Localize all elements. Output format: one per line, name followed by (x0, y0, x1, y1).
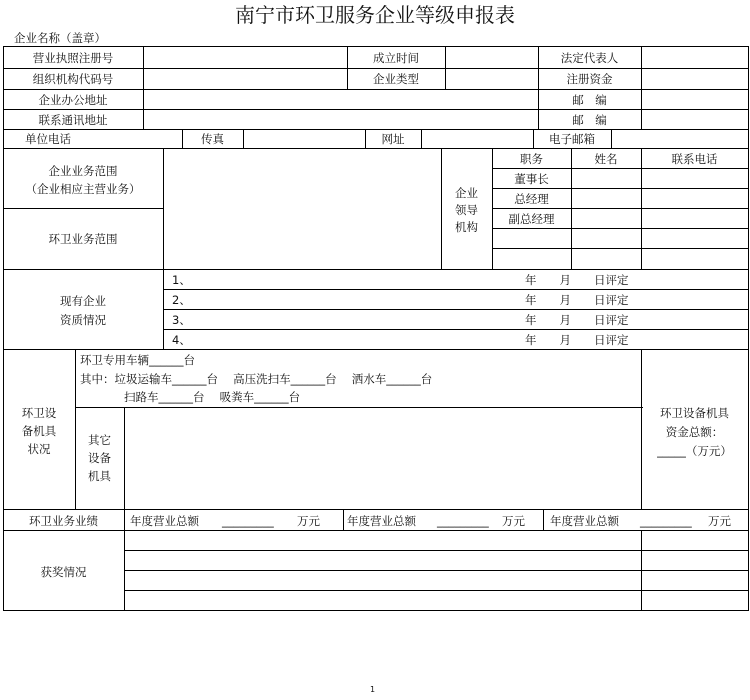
position-general-manager: 总经理 (514, 192, 549, 206)
qualification-date: 年 月 日评定 (525, 293, 629, 307)
annual-revenue-unit: 万元 (297, 514, 320, 528)
qualification-label: 现有企业 (60, 294, 106, 308)
enterprise-type-label: 企业类型 (373, 72, 419, 86)
business-scope-label: 企业业务范围 (48, 164, 118, 178)
grid-line (641, 530, 642, 610)
equipment-total-label: 环卫设备机具 (660, 406, 729, 420)
postcode-label: 邮 编 (572, 93, 607, 107)
annual-revenue-label: 年度营业总额 (130, 514, 199, 528)
grid-line (3, 89, 748, 90)
phone-header: 联系电话 (671, 152, 718, 166)
grid-line (143, 46, 144, 129)
grid-line (3, 610, 748, 611)
grid-line (163, 289, 748, 290)
grid-line (492, 188, 748, 189)
established-label: 成立时间 (373, 51, 419, 65)
grid-line (163, 329, 748, 330)
postcode-label-2: 邮 编 (572, 113, 607, 127)
equipment-label: 状况 (27, 442, 51, 456)
office-address-label: 企业办公地址 (38, 93, 108, 107)
vehicles-breakdown-line: 其中：垃圾运输车______台 高压洗扫车______台 洒水车______台 (80, 372, 433, 386)
legal-rep-label: 法定代表人 (560, 51, 619, 65)
equipment-total-value: _____（万元） (657, 444, 732, 458)
annual-revenue-unit: 万元 (502, 514, 525, 528)
grid-line (445, 46, 446, 89)
business-scope-sublabel: （企业相应主营业务） (25, 182, 141, 196)
grid-line (3, 269, 748, 270)
qualification-item: 3、 (172, 313, 191, 327)
grid-line (421, 129, 422, 149)
grid-line (75, 349, 76, 509)
qualification-date: 年 月 日评定 (525, 333, 629, 347)
annual-revenue-label: 年度营业总额 (550, 514, 619, 528)
org-code-label: 组织机构代码号 (32, 72, 114, 86)
qualification-date: 年 月 日评定 (525, 273, 629, 287)
annual-revenue-blank: _________ (640, 514, 692, 528)
name-header: 姓名 (594, 152, 618, 166)
grid-line (492, 168, 748, 169)
annual-revenue-unit: 万元 (708, 514, 731, 528)
grid-line (3, 46, 748, 47)
qualification-label: 资质情况 (60, 313, 106, 327)
leadership-label: 领导 (455, 203, 478, 217)
grid-line (124, 550, 748, 551)
grid-line (641, 46, 642, 129)
equipment-label: 备机具 (21, 424, 57, 438)
leadership-label: 企业 (455, 186, 478, 200)
qualification-item: 1、 (172, 273, 191, 287)
leadership-label: 机构 (455, 220, 478, 234)
grid-line (3, 509, 748, 510)
grid-line (3, 208, 163, 209)
qualification-item: 4、 (172, 333, 191, 347)
grid-line (3, 530, 748, 531)
vehicles-line: 环卫专用车辆______台 (80, 353, 195, 367)
performance-label: 环卫业务业绩 (29, 514, 98, 528)
qualification-date: 年 月 日评定 (525, 313, 629, 327)
annual-revenue-blank: _________ (222, 514, 274, 528)
page-number: 1 (370, 685, 376, 694)
position-header: 职务 (520, 152, 543, 166)
registered-capital-label: 注册资金 (566, 72, 613, 86)
grid-line (543, 509, 544, 530)
grid-line (492, 148, 493, 269)
grid-line (3, 349, 748, 350)
grid-line (124, 590, 748, 591)
unit-phone-label: 单位电话 (25, 132, 71, 146)
other-equipment-label: 其它 (88, 433, 111, 447)
grid-line (492, 248, 748, 249)
website-label: 网址 (381, 132, 405, 146)
grid-line (611, 129, 612, 149)
grid-line (163, 309, 748, 310)
grid-line (343, 509, 344, 530)
other-equipment-label: 设备 (88, 451, 111, 465)
grid-line (571, 148, 572, 269)
qualification-item: 2、 (172, 293, 191, 307)
equipment-label: 环卫设 (21, 406, 57, 420)
grid-line (75, 407, 643, 408)
sanitation-scope-label: 环卫业务范围 (48, 232, 118, 246)
grid-line (124, 570, 748, 571)
vehicles-sweep-line: 扫路车______台 吸粪车______台 (124, 390, 301, 404)
grid-line (124, 407, 125, 509)
grid-line (492, 228, 748, 229)
annual-revenue-blank: _________ (437, 514, 489, 528)
grid-line (3, 148, 748, 149)
grid-line (3, 68, 748, 69)
contact-address-label: 联系通讯地址 (38, 113, 108, 127)
grid-line (492, 208, 748, 209)
fax-label: 传真 (201, 132, 224, 146)
equipment-total-label: 资金总额： (665, 425, 724, 439)
annual-revenue-label: 年度营业总额 (347, 514, 416, 528)
grid-line (641, 148, 642, 269)
grid-line (748, 46, 749, 611)
awards-label: 获奖情况 (40, 565, 87, 579)
grid-line (3, 109, 748, 110)
grid-line (163, 148, 164, 349)
enterprise-name-label: 企业名称（盖章） (14, 31, 106, 45)
grid-line (243, 129, 244, 149)
form-title: 南宁市环卫服务企业等级申报表 (235, 3, 515, 27)
grid-line (3, 129, 748, 130)
position-chairman: 董事长 (514, 172, 549, 186)
business-license-label: 营业执照注册号 (32, 51, 114, 65)
other-equipment-label: 机具 (88, 469, 111, 483)
email-label: 电子邮箱 (549, 132, 595, 146)
grid-line (124, 509, 125, 610)
position-deputy-gm: 副总经理 (508, 212, 555, 226)
